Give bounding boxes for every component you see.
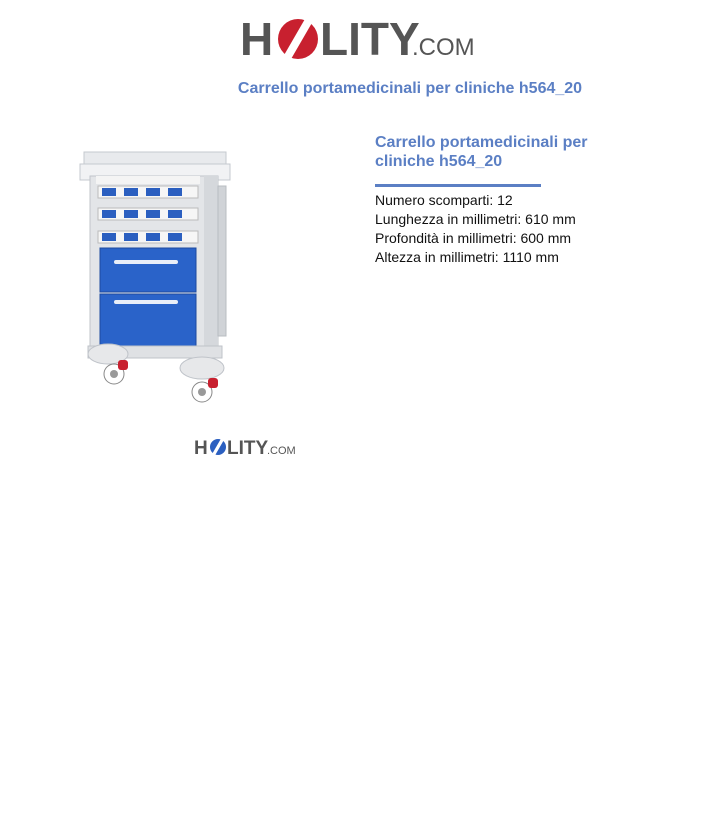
- svg-text:.COM: .COM: [412, 34, 475, 61]
- spec-compartments: Numero scomparti: 12: [375, 192, 513, 208]
- svg-text:LITY: LITY: [227, 438, 269, 458]
- page-title: Carrello portamedicinali per cliniche h564_20: [237, 80, 583, 97]
- svg-text:LITY: LITY: [320, 13, 420, 65]
- svg-text:H: H: [240, 13, 274, 65]
- product-title-line1: Carrello portamedicinali per: [375, 134, 588, 151]
- product-title-line2: cliniche h564_20: [375, 153, 503, 170]
- spec-length: Lunghezza in millimetri: 610 mm: [375, 211, 576, 227]
- svg-text:H: H: [194, 438, 208, 458]
- title-divider: [375, 184, 541, 187]
- svg-text:.COM: .COM: [267, 445, 296, 457]
- holity-watermark-logo: [194, 436, 296, 458]
- spec-depth: Profondità in millimetri: 600 mm: [375, 230, 572, 246]
- product-info: [375, 133, 615, 267]
- holity-logo[interactable]: [240, 10, 485, 66]
- medicine-cart-photo: [78, 146, 268, 406]
- product-title: [375, 133, 615, 171]
- spec-height: Altezza in millimetri: 1110 mm: [375, 249, 559, 265]
